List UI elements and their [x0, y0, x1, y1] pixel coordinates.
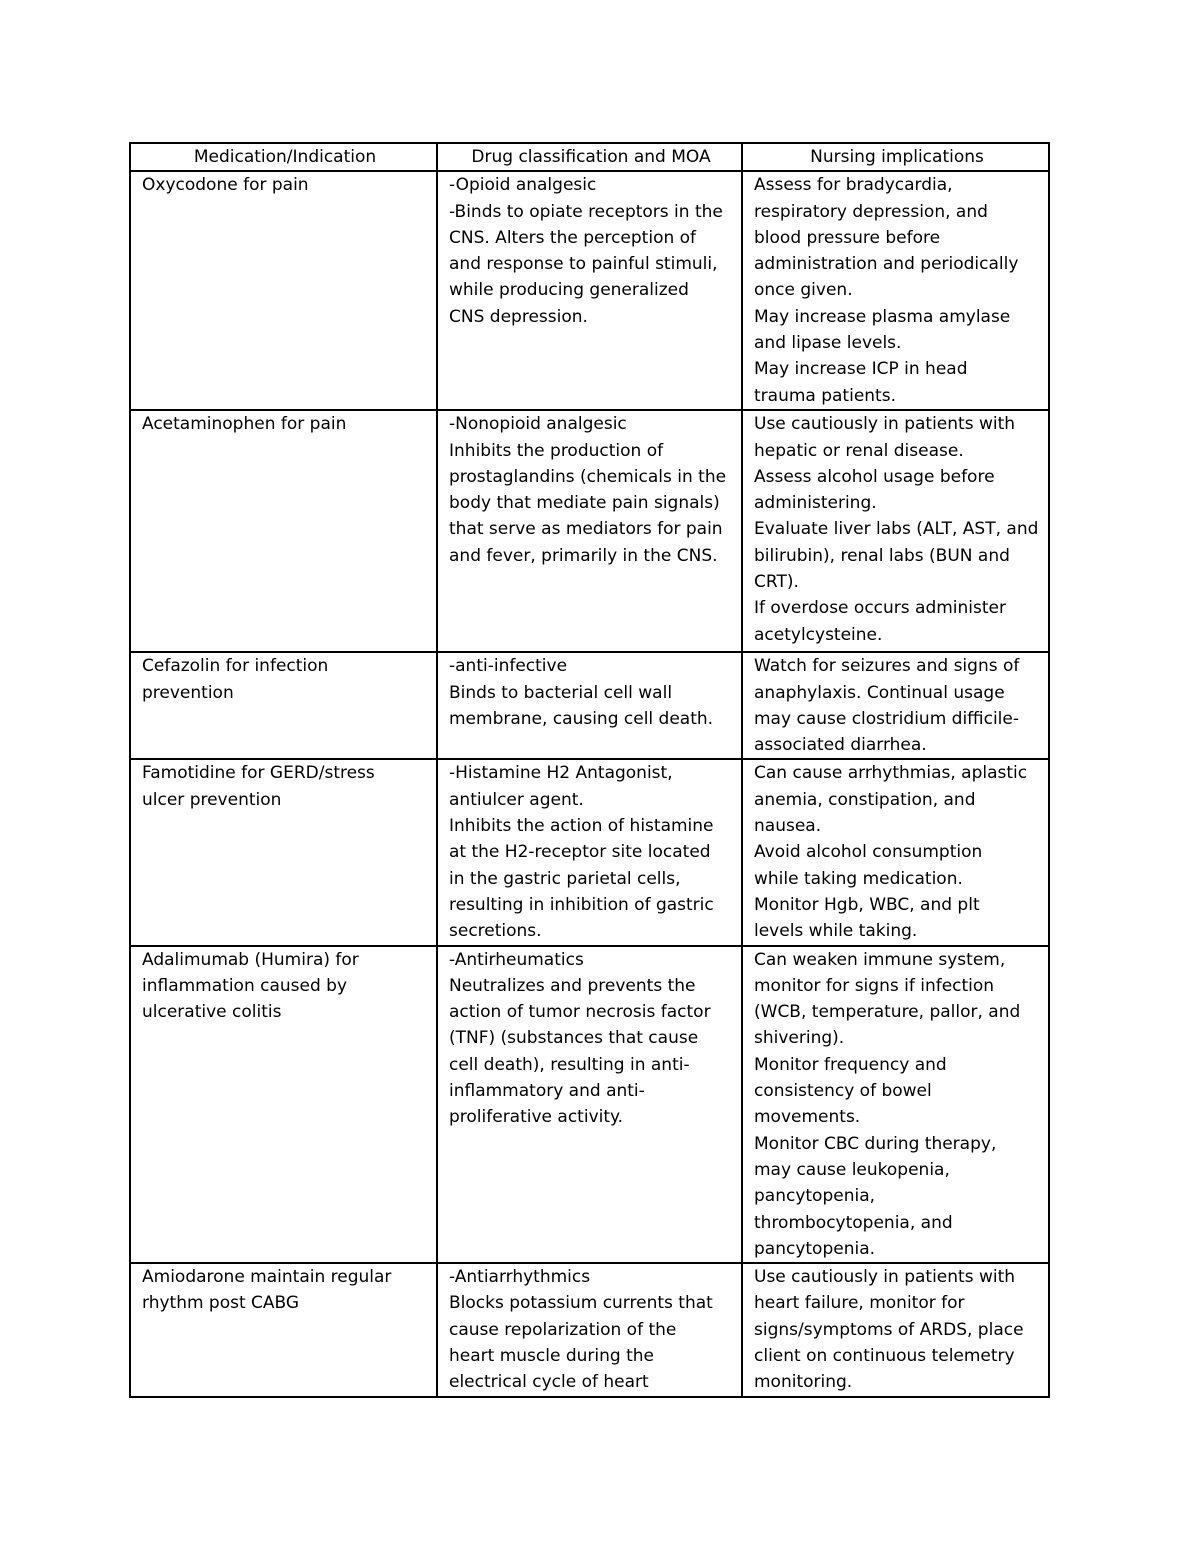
- cell-line: CNS. Alters the perception of: [449, 227, 697, 248]
- table-row: [130, 946, 1049, 1264]
- cell-line: -Binds to opiate receptors in the: [449, 201, 723, 222]
- cell-line: levels while taking.: [754, 921, 918, 942]
- cell-line: (TNF) (substances that cause: [449, 1028, 699, 1049]
- cell-line: action of tumor necrosis factor: [449, 1002, 711, 1023]
- classification-cell: [437, 759, 742, 945]
- cell-line: Evaluate liver labs (ALT, AST, and: [754, 519, 1039, 540]
- cell-line: heart muscle during the: [449, 1346, 654, 1367]
- cell-line: -Nonopioid analgesic: [449, 414, 627, 435]
- cell-line: at the H2-receptor site located: [449, 842, 711, 863]
- cell-line: Amiodarone maintain regular: [142, 1267, 392, 1288]
- cell-line: monitor for signs if infection: [754, 975, 995, 996]
- cell-line: heart failure, monitor for: [754, 1293, 965, 1314]
- cell-line: once given.: [754, 280, 853, 301]
- cell-line: shivering).: [754, 1028, 845, 1049]
- implications-cell: [742, 652, 1049, 759]
- cell-line: Can weaken immune system,: [754, 949, 1006, 970]
- cell-line: Blocks potassium currents that: [449, 1293, 713, 1314]
- implications-cell: [742, 946, 1049, 1264]
- classification-cell: [437, 410, 742, 652]
- cell-line: Use cautiously in patients with: [754, 1267, 1016, 1288]
- cell-line: pancytopenia,: [754, 1186, 876, 1207]
- cell-line: -Antiarrhythmics: [449, 1267, 591, 1288]
- cell-line: Binds to bacterial cell wall: [449, 682, 673, 703]
- cell-line: May increase ICP in head: [754, 359, 968, 380]
- cell-line: Acetaminophen for pain: [142, 414, 347, 435]
- cell-line: movements.: [754, 1107, 861, 1128]
- cell-line: membrane, causing cell death.: [449, 708, 714, 729]
- cell-line: respiratory depression, and: [754, 201, 988, 222]
- cell-line: Oxycodone for pain: [142, 175, 309, 196]
- cell-line: secretions.: [449, 921, 542, 942]
- header-implications: Nursing implications: [742, 143, 1049, 171]
- cell-line: associated diarrhea.: [754, 735, 927, 756]
- cell-line: ulcer prevention: [142, 789, 282, 810]
- cell-line: may cause leukopenia,: [754, 1159, 950, 1180]
- cell-line: Avoid alcohol consumption: [754, 842, 983, 863]
- cell-line: blood pressure before: [754, 227, 941, 248]
- cell-line: May increase plasma amylase: [754, 306, 1011, 327]
- header-medication: Medication/Indication: [130, 143, 437, 171]
- cell-line: Assess for bradycardia,: [754, 175, 953, 196]
- cell-line: inflammatory and anti-: [449, 1081, 645, 1102]
- cell-line: monitoring.: [754, 1372, 853, 1393]
- cell-line: nausea.: [754, 816, 822, 837]
- implications-cell: [742, 410, 1049, 652]
- cell-line: Watch for seizures and signs of: [754, 656, 1020, 677]
- cell-line: hepatic or renal disease.: [754, 440, 964, 461]
- cell-line: and response to painful stimuli,: [449, 254, 718, 275]
- cell-line: and fever, primarily in the CNS.: [449, 545, 718, 566]
- cell-line: Inhibits the production of: [449, 440, 664, 461]
- cell-line: cell death), resulting in anti-: [449, 1054, 690, 1075]
- cell-line: administration and periodically: [754, 254, 1019, 275]
- cell-line: -Opioid analgesic: [449, 175, 597, 196]
- cell-line: may cause clostridium difficile-: [754, 708, 1019, 729]
- table-row: [130, 759, 1049, 945]
- cell-line: signs/symptoms of ARDS, place: [754, 1319, 1024, 1340]
- table-row: [130, 410, 1049, 652]
- cell-line: electrical cycle of heart: [449, 1372, 649, 1393]
- implications-cell: [742, 1263, 1049, 1396]
- medication-cell: [130, 1263, 437, 1396]
- cell-line: prevention: [142, 682, 234, 703]
- cell-line: If overdose occurs administer: [754, 598, 1007, 619]
- cell-line: Monitor frequency and: [754, 1054, 947, 1075]
- cell-line: cause repolarization of the: [449, 1319, 677, 1340]
- cell-line: CNS depression.: [449, 306, 588, 327]
- implications-cell: [742, 171, 1049, 410]
- header-classification: Drug classification and MOA: [437, 143, 742, 171]
- classification-cell: [437, 1263, 742, 1396]
- header-row: [130, 143, 1049, 171]
- cell-line: thrombocytopenia, and: [754, 1212, 953, 1233]
- cell-line: rhythm post CABG: [142, 1293, 300, 1314]
- cell-line: Assess alcohol usage before: [754, 466, 995, 487]
- cell-line: Adalimumab (Humira) for: [142, 949, 359, 970]
- cell-line: and lipase levels.: [754, 333, 902, 354]
- cell-line: trauma patients.: [754, 385, 896, 406]
- medication-cell: [130, 410, 437, 652]
- cell-line: bilirubin), renal labs (BUN and: [754, 545, 1010, 566]
- cell-line: ulcerative colitis: [142, 1002, 282, 1023]
- cell-line: (WCB, temperature, pallor, and: [754, 1002, 1021, 1023]
- table-row: [130, 171, 1049, 410]
- cell-line: administering.: [754, 493, 877, 514]
- cell-line: Monitor CBC during therapy,: [754, 1133, 997, 1154]
- cell-line: while taking medication.: [754, 868, 963, 889]
- table-row: [130, 1263, 1049, 1396]
- cell-line: anaphylaxis. Continual usage: [754, 682, 1005, 703]
- medication-cell: [130, 652, 437, 759]
- cell-line: in the gastric parietal cells,: [449, 868, 681, 889]
- cell-line: while producing generalized: [449, 280, 689, 301]
- cell-line: Famotidine for GERD/stress: [142, 763, 375, 784]
- table-row: [130, 652, 1049, 759]
- cell-line: Monitor Hgb, WBC, and plt: [754, 894, 980, 915]
- cell-line: consistency of bowel: [754, 1081, 932, 1102]
- cell-line: Cefazolin for infection: [142, 656, 329, 677]
- cell-line: client on continuous telemetry: [754, 1346, 1015, 1367]
- medication-cell: [130, 759, 437, 945]
- medication-cell: [130, 171, 437, 410]
- classification-cell: [437, 946, 742, 1264]
- cell-line: CRT).: [754, 572, 799, 593]
- cell-line: -Antirheumatics: [449, 949, 584, 970]
- cell-line: resulting in inhibition of gastric: [449, 894, 714, 915]
- cell-line: -Histamine H2 Antagonist,: [449, 763, 673, 784]
- cell-line: pancytopenia.: [754, 1238, 876, 1259]
- implications-cell: [742, 759, 1049, 945]
- cell-line: prostaglandins (chemicals in the: [449, 466, 727, 487]
- cell-line: inflammation caused by: [142, 975, 348, 996]
- classification-cell: [437, 652, 742, 759]
- cell-line: anemia, constipation, and: [754, 789, 976, 810]
- cell-line: -anti-infective: [449, 656, 568, 677]
- cell-line: acetylcysteine.: [754, 624, 883, 645]
- cell-line: Can cause arrhythmias, aplastic: [754, 763, 1028, 784]
- medication-cell: [130, 946, 437, 1264]
- classification-cell: [437, 171, 742, 410]
- cell-line: Neutralizes and prevents the: [449, 975, 696, 996]
- cell-line: Use cautiously in patients with: [754, 414, 1016, 435]
- medication-table: [129, 142, 1050, 1398]
- cell-line: body that mediate pain signals): [449, 493, 720, 514]
- cell-line: antiulcer agent.: [449, 789, 584, 810]
- cell-line: that serve as mediators for pain: [449, 519, 723, 540]
- cell-line: Inhibits the action of histamine: [449, 816, 714, 837]
- cell-line: proliferative activity.: [449, 1107, 624, 1128]
